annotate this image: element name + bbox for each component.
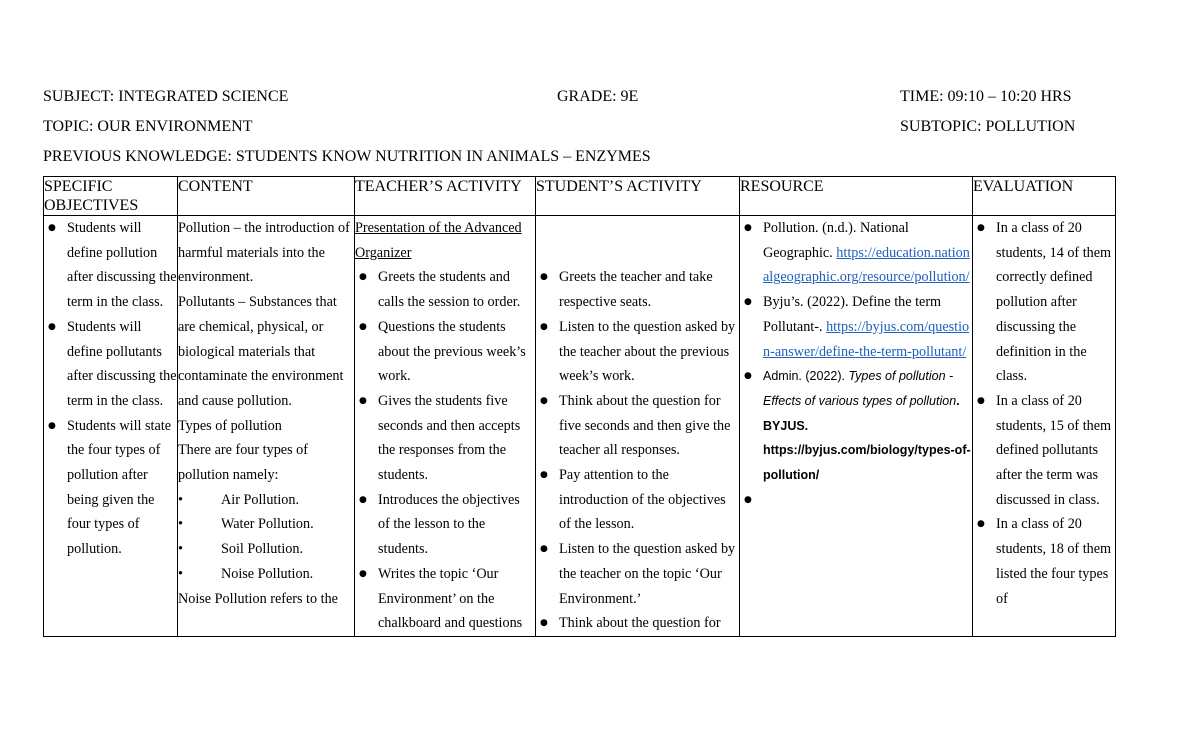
resource-cell [740,216,973,637]
subject-label: SUBJECT: INTEGRATED SCIENCE [43,88,289,105]
previous-knowledge-label: PREVIOUS KNOWLEDGE: STUDENTS KNOW NUTRITION IN ANIMALS – ENZYMES [43,148,651,165]
content-types-heading: Types of pollution [178,417,282,434]
resource-item [740,364,972,488]
student-activity-item: ● Pay attention to the introduction of the objectives of the lesson. [536,463,739,537]
pollution-type-item: • Soil Pollution. [178,541,303,558]
resource-item [740,290,972,364]
content-cell [178,216,355,637]
topic-label: TOPIC: OUR ENVIRONMENT [43,118,253,135]
resource-citation: Pollution. (n.d.). National Geographic. [763,220,909,261]
teacher-activity-item: ● Introduces the objectives of the lesson to the students. [355,488,535,562]
teacher-activity-cell [355,216,536,637]
student-activity-item: ● Listen to the question asked by the teacher on the topic ‘Our Environment.’ [536,537,739,611]
content-noise-pollution: Noise Pollution refers to the [178,590,338,607]
col-header-content: CONTENT [178,177,355,216]
resource-item-empty [740,488,972,513]
resource-citation: Byju’s. (2022). Define the term Pollutant-. [763,294,942,335]
content-types-intro: There are four types of pollution namely: [178,442,308,484]
teacher-activity-item: ● Gives the students five seconds and then accepts the responses from the students. [355,389,535,488]
student-activity-cell [536,216,740,637]
col-header-student-activity: STUDENT’S ACTIVITY [536,177,740,216]
pollution-type-item: • Air Pollution. [178,491,300,508]
teacher-activity-item: ● Writes the topic ‘Our Environment’ on the chalkboard and questions [355,562,535,636]
byjus-pollutant-link[interactable]: https://byjus.com/question-answer/define-the-term-pollutant/ [763,318,970,360]
student-activity-item: ● Think about the question for five seconds and then give the teacher all responses. [536,389,739,463]
student-activity-item: ● Greets the teacher and take respective seats. [536,265,739,314]
resource-citation-author: Admin. (2022). [763,369,845,384]
pollution-type-item: • Water Pollution. [178,516,314,533]
grade-label: GRADE: 9E [557,88,639,105]
evaluation-item: ● In a class of 20 students, 18 of them listed the four types of [973,512,1115,611]
evaluation-cell [973,216,1116,637]
content-pollution-definition: Pollution – the introduction of harmful materials into the environment. [178,220,350,286]
content-pollutants-definition: Pollutants – Substances that are chemical, physical, or biological materials that contaminate the environment and cause pollution. [178,294,344,409]
lesson-plan-table [43,176,1116,637]
student-activity-item: ● Listen to the question asked by the teacher about the previous week’s work. [536,315,739,389]
pollution-type-item: • Noise Pollution. [178,565,314,582]
advanced-organizer-heading: Presentation of the Advanced Organizer [355,220,522,261]
resource-citation-publisher: . BYJUS. [763,393,960,433]
national-geographic-link[interactable]: https://education.nationalgeographic.org/resource/pollution/ [763,244,970,286]
evaluation-item: ● In a class of 20 students, 15 of them defined pollutants after the term was discussed in class. [973,389,1115,513]
objective-item: ● Students will state the four types of pollution after being given the four types of pollution. [44,414,177,562]
col-header-evaluation: EVALUATION [973,177,1116,216]
teacher-activity-item: ● Greets the students and calls the session to order. [355,265,535,314]
time-label: TIME: 09:10 – 10:20 HRS [900,88,1072,105]
objectives-cell [44,216,178,637]
col-header-objectives: SPECIFIC OBJECTIVES [44,177,178,216]
objective-item: ● Students will define pollution after discussing the term in the class. [44,216,177,315]
table-body-row [44,216,1116,637]
evaluation-item: ● In a class of 20 students, 14 of them correctly defined pollution after discussing the definition in the class. [973,216,1115,389]
resource-item [740,216,972,290]
subtopic-label: SUBTOPIC: POLLUTION [900,118,1076,135]
col-header-teacher-activity: TEACHER’S ACTIVITY [355,177,536,216]
byjus-types-url: https://byjus.com/biology/types-of-pollution/ [763,443,971,483]
student-activity-spacer [536,216,739,265]
resource-citation-title: Types of pollution - Effects of various types of pollution [763,369,957,408]
teacher-activity-item: ● Questions the students about the previous week’s work. [355,315,535,389]
col-header-resource: RESOURCE [740,177,973,216]
student-activity-item: ● Think about the question for [536,611,739,636]
objective-item: ● Students will define pollutants after discussing the term in the class. [44,315,177,414]
table-header-row [44,177,1116,216]
